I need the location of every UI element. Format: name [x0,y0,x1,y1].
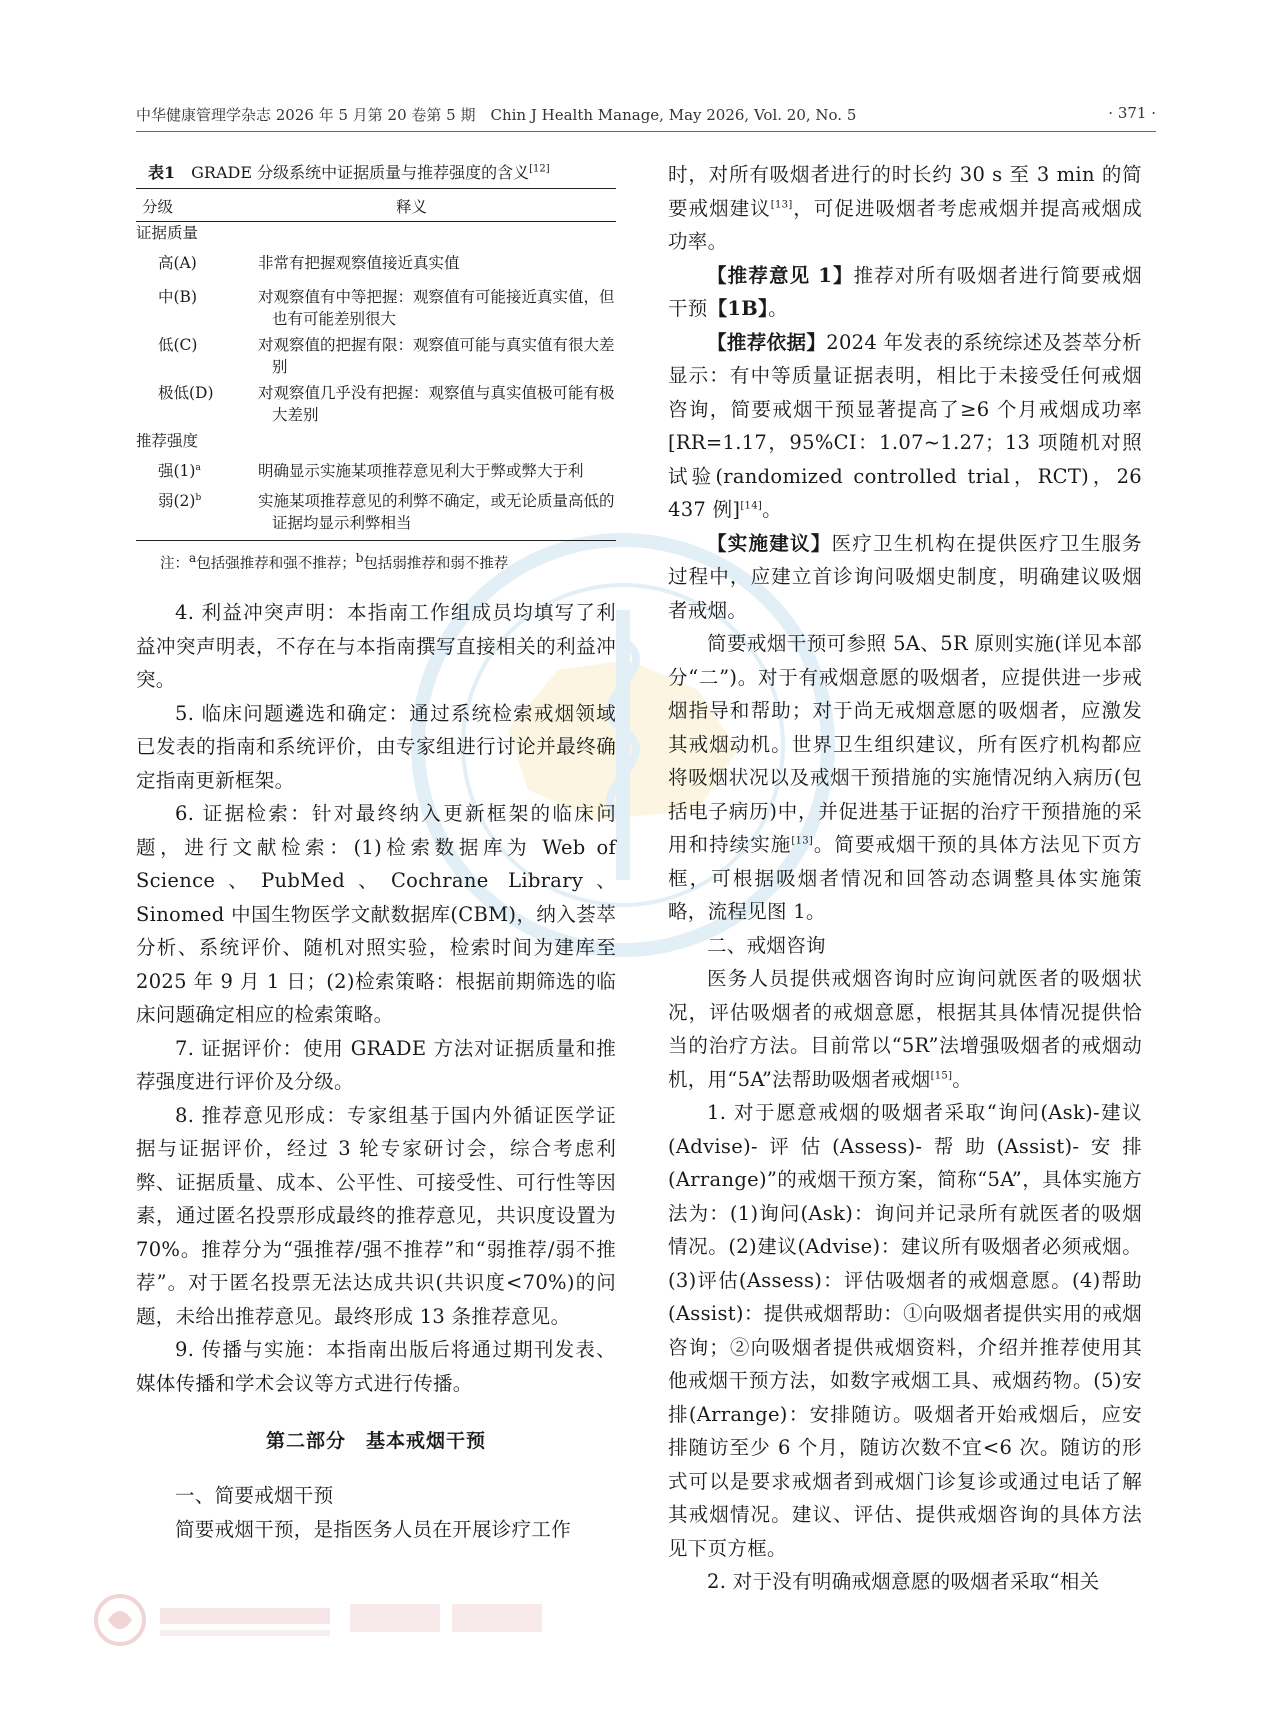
desc-cell: 对观察值的把握有限：观察值可能与真实值有很大差别 [258,336,615,376]
impl-text: 医疗卫生机构在提供医疗卫生服务过程中，应建立首诊询问吸烟史制度，明确建议吸烟者戒烟。 [668,531,1142,622]
table-row [136,334,616,382]
grade-sup: b [195,492,202,503]
paragraph-continued [668,158,1142,259]
paragraph-dissemination: 9. 传播与实施：本指南出版后将通过期刊发表、媒体传播和学术会议等方式进行传播。 [136,1338,616,1395]
table-row [136,490,616,540]
text: 简要戒烟干预可参照 5A、5R 原则实施(详见本部分“二”)。对于有戒烟意愿的吸烟者，应提供进一步戒烟指导和帮助；对于尚无戒烟意愿的吸烟者，应激发其戒烟动机。世界卫生组织建议，所有医疗机构都应将吸烟状况以及戒烟干预措施的实施情况纳入病历(包括电子病历)中，并促进基于证据的治疗干预措施的采用和持续实施 [668,632,1142,856]
paragraph-questions: 5. 临床问题遴选和确定：通过系统检索戒烟领域已发表的指南和系统评价，由专家组进行讨论并最终确定指南更新框架。 [136,701,616,792]
grade-cell: 低(C) [158,336,198,354]
col-grade-header: 分级 [142,198,174,216]
paragraph-5a5r [668,627,1142,929]
text: 。 [762,498,782,521]
running-header [136,104,1156,128]
grade-cell [158,460,201,482]
text: 。简要戒烟干预的具体方法见下页方框，可根据吸烟者情况和回答动态调整具体实施策略，流程见图 1。 [668,833,1142,923]
table-caption-ref: [12] [529,163,550,175]
right-column [668,158,1142,1599]
left-column [136,596,616,1546]
grade-sup: a [195,462,201,473]
table-row [136,382,616,430]
grade-table [136,160,616,573]
recommendation-basis [668,326,1142,527]
citation: [13] [791,835,814,847]
citation: [14] [740,500,763,512]
rec-label: 【推荐意见 1】 [707,263,854,287]
paragraph-counseling [668,962,1142,1096]
paragraph-5r-intro: 2. 对于没有明确戒烟意愿的吸烟者采取“相关 [707,1570,1100,1593]
table-note [160,551,616,573]
table-caption [148,160,616,186]
paragraph-conflict: 4. 利益冲突声明：本指南工作组成员均填写了利益冲突声明表，不存在与本指南撰写直接相关的利益冲突。 [136,601,616,691]
desc-cell: 对观察值几乎没有把握：观察值与真实值极可能有极大差别 [258,384,615,424]
table-group-row [136,222,616,252]
grade-cell: 极低(D) [158,384,214,402]
group-label-evidence: 证据质量 [136,224,199,242]
table-row [136,252,616,286]
desc-cell: 对观察值有中等把握：观察值有可能接近真实值，但也有可能差别很大 [258,288,615,328]
desc-cell: 明确显示实施某项推荐意见利大于弊或弊大于利 [258,462,584,480]
text: 。 [768,297,788,320]
grade-text: 强(1) [158,462,196,480]
note-prefix: 注： [160,555,189,572]
group-label-strength: 推荐强度 [136,432,199,450]
recommendation-1 [668,259,1142,326]
table-row [136,286,616,334]
table-row [136,460,616,490]
grade-text: 弱(2) [158,492,196,510]
paragraph-search: 6. 证据检索：针对最终纳入更新框架的临床问题，进行文献检索：(1)检索数据库为 Web of Science、PubMed、Cochrane Library、Sinomed 中国生物医学文献数据库(CBM)，纳入荟萃分析、系统评价、随机对照实验，检索时间为建库至 2025 年 9 月 1 日；(2)检索策略：根据前期筛选的临床问题确定相应的检索策略。 [136,802,616,1026]
text: 。 [952,1067,973,1091]
citation: [13] [770,199,793,210]
basis-text: 2024 年发表的系统综述及荟萃分析显示：有中等质量证据表明，相比于未接受任何戒烟咨询，简要戒烟干预显著提高了≥6 个月戒烟成功率[RR=1.17，95%CI：1.07~1.27；13 项随机对照试验(randomized controlled trial，RCT)，26 437 例] [668,330,1142,521]
note-a-text: 包括强推荐和强不推荐； [196,555,356,572]
subsection-heading: 一、简要戒烟干预 [175,1484,334,1507]
desc-cell: 实施某项推荐意见的利弊不确定，或无论质量高低的证据均显示利弊相当 [258,492,615,532]
rec-grade: 【1B】 [707,297,769,320]
paragraph-recommendation-formation: 8. 推荐意见形成：专家组基于国内外循证医学证据与证据评价，经过 3 轮专家研讨会，综合考虑利弊、证据质量、成本、公平性、可接受性、可行性等因素，通过匿名投票形成最终的推荐意见，共识度设置为 70%。推荐分为“强推荐/强不推荐”和“弱推荐/弱不推荐”。对于匿名投票无法达成共识(共识度<70%)的问题，未给出推荐意见。最终形成 13 条推荐意见。 [136,1103,616,1328]
publisher-logo [90,1590,560,1650]
grade-cell: 中(B) [158,288,197,306]
table-bottom-rule [136,540,616,541]
table-label: 表1 [148,163,176,182]
note-a-mark: a [189,551,197,565]
text: 时，对所有吸烟者进行的时长约 30 s 至 3 min 的简要戒烟建议 [668,163,1142,220]
implementation-advice [668,527,1142,628]
page-number: · 371 · [1108,104,1156,122]
desc-cell: 非常有把握观察值接近真实值 [258,254,460,272]
basis-label: 【推荐依据】 [707,330,827,354]
note-b-text: 包括弱推荐和弱不推荐 [363,555,509,572]
subsection-heading: 二、戒烟咨询 [707,933,826,957]
table-group-row [136,430,616,460]
table-header [136,189,616,221]
table-title: GRADE 分级系统中证据质量与推荐强度的含义 [191,163,530,182]
text: 医务人员提供戒烟咨询时应询问就医者的吸烟状况，评估吸烟者的戒烟意愿，根据其具体情况提供恰当的治疗方法。目前常以“5R”法增强吸烟者的戒烟动机，用“5A”法帮助吸烟者戒烟 [668,967,1142,1091]
grade-cell: 高(A) [158,254,197,272]
paragraph-brief-intervention: 简要戒烟干预，是指医务人员在开展诊疗工作 [175,1517,572,1541]
header-rule [136,131,1156,132]
text: ，可促进吸烟者考虑戒烟并提高戒烟成功率。 [668,196,1142,253]
rec-text: 推荐对所有吸烟者进行简要戒烟干预 [668,263,1143,320]
section-heading: 第二部分 基本戒烟干预 [265,1430,486,1452]
paragraph-5a-method: 1. 对于愿意戒烟的吸烟者采取“询问(Ask)-建议(Advise)-评估(Assess)-帮助(Assist)-安排(Arrange)”的戒烟干预方案，简称“5A”，具体实施方法为：(1)询问(Ask)：询问并记录所有就医者的吸烟情况。(2)建议(Advise)：建议所有吸烟者必须戒烟。(3)评估(Assess)：评估吸烟者的戒烟意愿。(4)帮助(Assist)：提供戒烟帮助：①向吸烟者提供实用的戒烟咨询；②向吸烟者提供戒烟资料，介绍并推荐使用其他戒烟干预方法，如数字戒烟工具、戒烟药物。(5)安排(Arrange)：安排随访。吸烟者开始戒烟后，应安排随访至少 6 个月，随访次数不宜<6 次。随访的形式可以是要求戒烟者到戒烟门诊复诊或通过电话了解其戒烟情况。建议、评估、提供戒烟咨询的具体方法见下页方框。 [668,1101,1142,1560]
impl-label: 【实施建议】 [707,531,832,555]
col-desc-header: 释义 [396,198,428,216]
journal-citation: 中华健康管理学杂志 2026 年 5 月第 20 卷第 5 期 Chin J Health Manage, May 2026, Vol. 20, No. 5 [136,106,857,124]
paragraph-evaluation: 7. 证据评价：使用 GRADE 方法对证据质量和推荐强度进行评价及分级。 [136,1036,616,1093]
grade-cell [158,490,201,512]
note-b-mark: b [355,551,364,565]
citation: [15] [930,1070,953,1081]
